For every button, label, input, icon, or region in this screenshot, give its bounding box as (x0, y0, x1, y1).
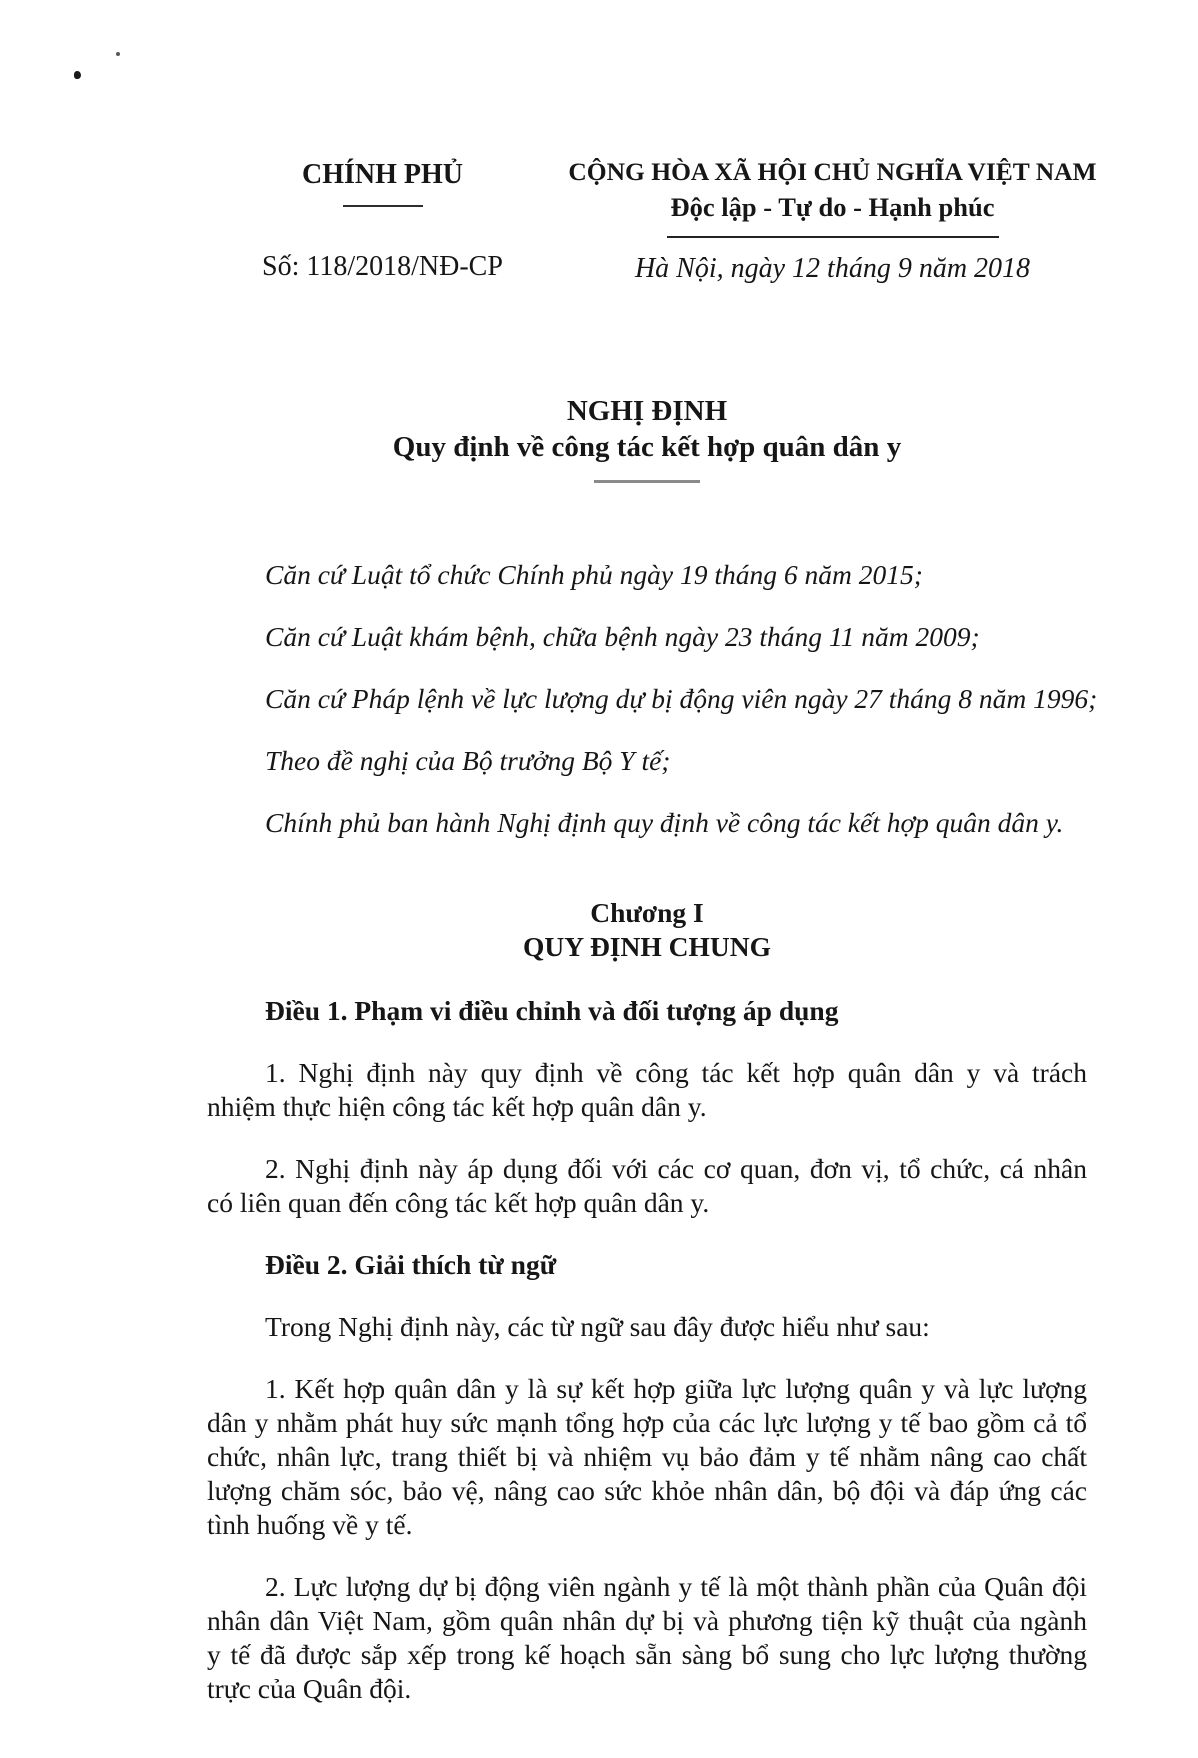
scan-speck (74, 71, 81, 79)
preamble-line: Căn cứ Luật khám bệnh, chữa bệnh ngày 23 tháng 11 năm 2009; (265, 621, 980, 652)
place-and-date: Hà Nội, ngày 12 tháng 9 năm 2018 (634, 253, 1031, 284)
preamble-line: Căn cứ Pháp lệnh về lực lượng dự bị động viên ngày 27 tháng 8 năm 1996; (265, 683, 1098, 714)
preamble-line: Căn cứ Luật tổ chức Chính phủ ngày 19 tháng 6 năm 2015; (265, 559, 923, 590)
preamble-line: Theo đề nghị của Bộ trưởng Bộ Y tế; (265, 745, 671, 776)
text-line: nhiệm thực hiện công tác kết hợp quân dân y. (207, 1091, 707, 1122)
document-body (207, 558, 1098, 1734)
document-number: Số: 118/2018/NĐ-CP (262, 251, 503, 282)
preamble-line: Chính phủ ban hành Nghị định quy định về công tác kết hợp quân dân y. (265, 807, 1064, 838)
issuer-block (210, 160, 555, 283)
text-line: 2. Nghị định này áp dụng đối với các cơ quan, đơn vị, tổ chức, cá nhân (265, 1153, 1087, 1184)
text-line: tình huống về y tế. (207, 1509, 413, 1540)
document-subject: Quy định về công tác kết hợp quân dân y (392, 431, 902, 463)
text-line: 1. Kết hợp quân dân y là sự kết hợp giữa lực lượng quân y và lực lượng (265, 1373, 1087, 1404)
article-2-paragraph-1 (207, 1372, 1087, 1542)
article-2-heading: Điều 2. Giải thích từ ngữ (265, 1249, 557, 1280)
text-line: dân y nhằm phát huy sức mạnh tổng hợp của các lực lượng y tế bao gồm cả tổ (207, 1407, 1087, 1438)
title-underline (594, 480, 700, 483)
text-line: trực của Quân đội. (207, 1673, 412, 1704)
preamble (207, 558, 1098, 840)
document-title-block (207, 394, 1087, 483)
article-1-heading: Điều 1. Phạm vi điều chỉnh và đối tượng áp dụng (265, 995, 839, 1026)
issuer-name: CHÍNH PHỦ (302, 159, 463, 190)
text-line: nhân dân Việt Nam, gồm quân nhân dự bị và phương tiện kỹ thuật của ngành (207, 1605, 1087, 1636)
article-2-paragraph-2 (207, 1570, 1087, 1706)
issuer-underline (343, 205, 423, 207)
motto-underline (667, 236, 999, 238)
scan-speck (116, 52, 120, 56)
text-line: có liên quan đến công tác kết hợp quân dân y. (207, 1187, 710, 1218)
text-line: lượng chăm sóc, bảo vệ, nâng cao sức khỏe nhân dân, bộ đội và đáp ứng các (207, 1475, 1087, 1506)
article-1-paragraph-1 (207, 1056, 1087, 1124)
text-line: 1. Nghị định này quy định về công tác kết hợp quân dân y và trách (265, 1057, 1087, 1088)
national-title: CỘNG HÒA XÃ HỘI CHỦ NGHĨA VIỆT NAM (568, 157, 1097, 186)
chapter-title: QUY ĐỊNH CHUNG (522, 931, 771, 962)
text-line: 2. Lực lượng dự bị động viên ngành y tế là một thành phần của Quân đội (265, 1571, 1087, 1602)
national-heading-block (565, 156, 1100, 285)
chapter-label: Chương I (590, 897, 704, 928)
text-line: chức, nhân lực, trang thiết bị và nhiệm vụ bảo đảm y tế nhằm nâng cao chất (207, 1441, 1087, 1472)
text-line: y tế đã được sắp xếp trong kế hoạch sẵn sàng bổ sung cho lực lượng thường (207, 1639, 1087, 1670)
article-2-intro: Trong Nghị định này, các từ ngữ sau đây được hiểu như sau: (265, 1311, 930, 1342)
national-motto: Độc lập - Tự do - Hạnh phúc (670, 192, 995, 222)
chapter-heading (207, 896, 1087, 964)
document-type: NGHỊ ĐỊNH (566, 395, 728, 427)
article-1-paragraph-2 (207, 1152, 1087, 1220)
